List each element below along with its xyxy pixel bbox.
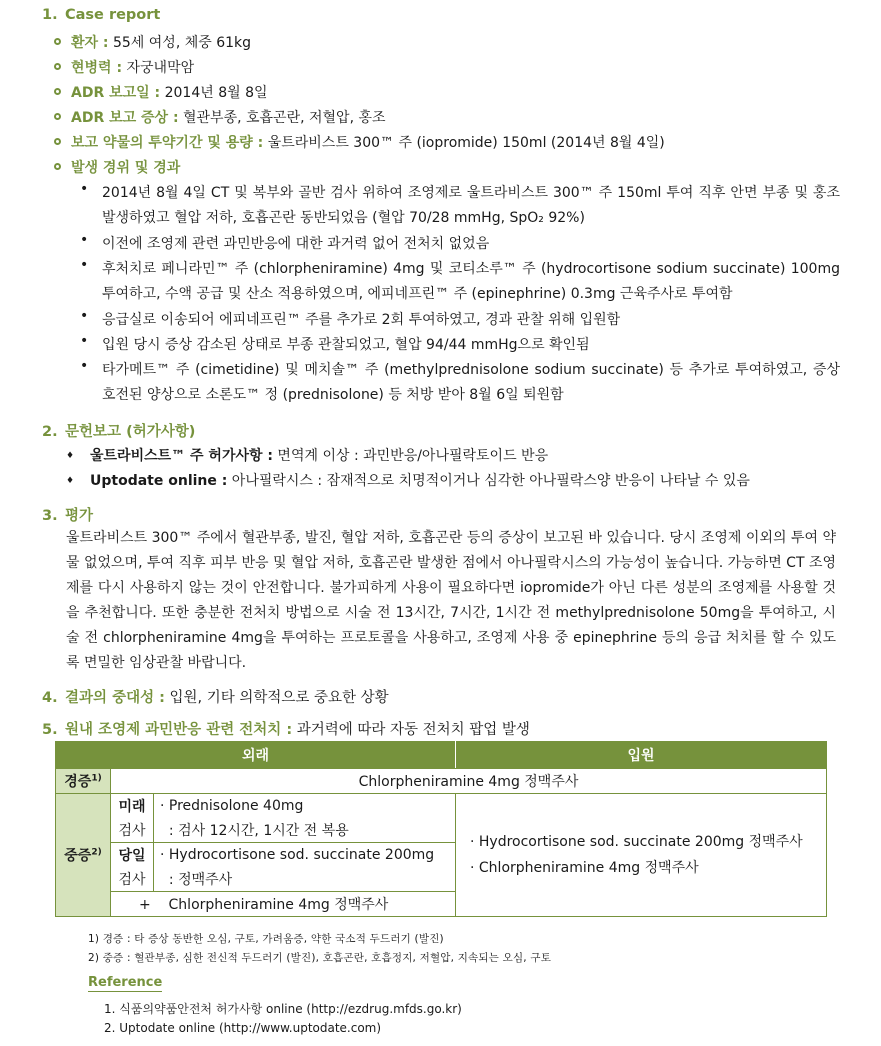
dot-bullet-icon: • <box>80 358 89 374</box>
header-outpatient: 외래 <box>56 742 456 769</box>
sub-label-future-2: 검사 <box>111 818 154 843</box>
section-3-title: 평가 <box>65 508 94 524</box>
ring-bullet-icon <box>54 163 61 170</box>
course-item: • 후처치로 페니라민™ 주 (chlorpheniramine) 4mg 및 코티소루™ 주 (hydrocortisone sodium succinate) 100mg 투여하고, 수액 공급 및 산소 적용하였으며, 에피네프린™ 주 (epinephrine) 0.3mg 근육주사로 투여함 <box>80 257 840 302</box>
dot-bullet-icon: • <box>80 333 89 349</box>
reference-item: 1. 식품의약품안전처 허가사항 online (http://ezdrug.mfds.go.kr) <box>104 1002 462 1016</box>
dot-bullet-icon: • <box>80 308 89 324</box>
sub-label-future: 미래 <box>111 794 154 819</box>
ring-bullet-icon <box>54 63 61 70</box>
footnote-2: 2) 중증 : 혈관부종, 심한 전신적 두드러기 (발진), 호흡곤란, 호흡정지, 저혈압, 지속되는 오심, 구토 <box>88 952 552 964</box>
section-2-heading: 2. 문헌보고 (허가사항) <box>42 424 196 440</box>
mild-value: Chlorpheniramine 4mg 정맥주사 <box>111 769 827 794</box>
course-item: • 입원 당시 증상 감소된 상태로 부종 관찰되었고, 혈압 94/44 mmHg으로 확인됨 <box>80 333 590 353</box>
dot-bullet-icon: • <box>80 181 89 197</box>
ring-bullet-icon <box>54 113 61 120</box>
assessment-paragraph: 울트라비스트 300™ 주에서 혈관부종, 발진, 혈압 저하, 호흡곤란 등의 증상이 보고된 바 있습니다. 당시 조영제 이외의 투여 약물 없었으며, 투여 직후 피부 반응 및 혈압 저하, 호흡곤란 발생한 점에서 아나필락시스의 가능성이 높습니다. 가능하면 CT 조영제를 다시 사용하지 않는 것이 안전합니다. 불가피하게 사용이 필요하다면 iopromide가 아닌 다른 성분의 조영제를 사용할 것을 추천합니다. 또한 충분한 전처치 방법으로 시술 전 13시간, 7시간, 1시간 전 methylprednisolone 50mg을 투여하고, 시술 전 chlorpheniramine 4mg을 투여하는 프로토콜을 사용하고, 조영제 사용 중 epinephrine 등의 응급 처치를 할 수 있도록 면밀한 임상관찰 바랍니다. <box>66 530 837 671</box>
diamond-bullet-icon: ♦ <box>66 451 75 461</box>
future-line-2: : 검사 12시간, 1시간 전 복용 <box>154 818 456 843</box>
severe-label: 중증$^{2)}$ <box>56 794 111 917</box>
sub-label-sameday: 당일 <box>111 843 154 868</box>
premedication-table <box>55 741 827 917</box>
reference-item: 2. Uptodate online (http://www.uptodate.com) <box>104 1021 382 1035</box>
case-item-patient: 환자 : 55세 여성, 체중 61kg <box>54 32 251 52</box>
section-2-title: 문헌보고 (허가사항) <box>65 424 196 440</box>
case-item-course: 발생 경위 및 경과 <box>54 157 180 177</box>
section-1-heading: 1. Case report <box>42 7 161 23</box>
case-item-history: 현병력 : 자궁내막암 <box>54 57 194 77</box>
table-row-mild <box>56 769 827 794</box>
inpatient-severe: · Hydrocortisone sod. succinate 200mg 정맥주사 · Chlorpheniramine 4mg 정맥주사 <box>456 794 827 917</box>
section-4-title: 결과의 중대성 : <box>65 690 165 706</box>
diamond-bullet-icon: ♦ <box>66 476 75 486</box>
case-item-symptoms: ADR 보고 증상 : 혈관부종, 호흡곤란, 저혈압, 홍조 <box>54 107 386 127</box>
case-item-drug-dose: 보고 약물의 투약기간 및 용량 : 울트라비스트 300™ 주 (iopromide) 150ml (2014년 8월 4일) <box>54 132 665 152</box>
section-5-title: 원내 조영제 과민반응 관련 전처치 : <box>65 722 293 738</box>
case-item-report-date: ADR 보고일 : 2014년 8월 8일 <box>54 82 268 102</box>
sameday-line-2: : 정맥주사 <box>154 867 456 892</box>
literature-item: ♦ Uptodate online : 아나필락시스 : 잠재적으로 치명적이거나 심각한 아나필락스양 반응이 나타날 수 있음 <box>66 473 750 489</box>
sub-label-sameday-2: 검사 <box>111 867 154 892</box>
dot-bullet-icon: • <box>80 232 89 248</box>
literature-item: ♦ 울트라비스트™ 주 허가사항 : 면역계 이상 : 과민반응/아나필락토이드 반응 <box>66 448 549 464</box>
future-line-1: · Prednisolone 40mg <box>154 794 456 819</box>
course-item: • 2014년 8월 4일 CT 및 복부와 골반 검사 위하여 조영제로 울트라비스트 300™ 주 150ml 투여 직후 안면 부종 및 홍조 발생하였고 혈압 저하, 호흡곤란 동반되었음 (혈압 70/28 mmHg, SpO₂ 92%) <box>80 181 840 226</box>
course-item: • 이전에 조영제 관련 과민반응에 대한 과거력 없어 전처치 없었음 <box>80 232 490 252</box>
section-3-heading: 3. 평가 <box>42 508 94 524</box>
reference-title: Reference <box>88 975 163 990</box>
sameday-line-1: · Hydrocortisone sod. succinate 200mg <box>154 843 456 868</box>
course-item: • 타가메트™ 주 (cimetidine) 및 메치솔™ 주 (methylprednisolone sodium succinate) 등 추가로 투여하였고, 증상 호전된 양상으로 소론도™ 정 (prednisolone) 등 처방 받아 8월 6일 퇴원함 <box>80 358 840 403</box>
ring-bullet-icon <box>54 38 61 45</box>
dot-bullet-icon: • <box>80 257 89 273</box>
table-row-severe <box>56 794 827 819</box>
section-4-heading: 4. 결과의 중대성 : 입원, 기타 의학적으로 중요한 상황 <box>42 690 389 706</box>
mild-label: 경증$^{1)}$ <box>56 769 111 794</box>
ring-bullet-icon <box>54 88 61 95</box>
course-item: • 응급실로 이송되어 에피네프린™ 주를 추가로 2회 투여하였고, 경과 관찰 위해 입원함 <box>80 308 621 328</box>
header-inpatient: 입원 <box>456 742 827 769</box>
footnote-1: 1) 경증 : 타 증상 동반한 오심, 구토, 가려움증, 약한 국소적 두드러기 (발진) <box>88 933 444 945</box>
table-header-row <box>56 742 827 769</box>
plus-chlorpheniramine: + Chlorpheniramine 4mg 정맥주사 <box>111 892 456 917</box>
section-1-title: Case report <box>65 7 161 23</box>
ring-bullet-icon <box>54 138 61 145</box>
section-5-heading: 5. 원내 조영제 과민반응 관련 전처치 : 과거력에 따라 자동 전처치 팝업 발생 <box>42 722 530 738</box>
